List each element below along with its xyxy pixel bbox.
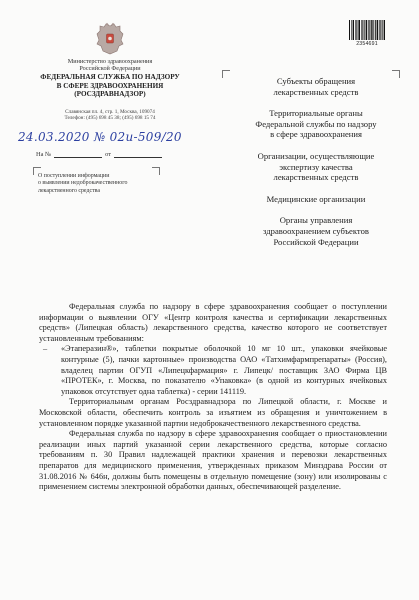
agency-line: ФЕДЕРАЛЬНАЯ СЛУЖБА ПО НАДЗОРУ bbox=[40, 73, 180, 81]
recipient-line: экспертизу качества bbox=[279, 161, 353, 172]
reference-line bbox=[36, 151, 165, 158]
recipient-line: Федеральной службы по надзору bbox=[255, 118, 377, 129]
recipient-line: здравоохранением субъектов bbox=[263, 225, 369, 236]
ref-blank bbox=[54, 157, 102, 158]
recipient bbox=[236, 76, 396, 97]
coat-of-arms-icon bbox=[94, 22, 126, 56]
ref-label: На № bbox=[36, 151, 52, 158]
body-paragraph: Федеральная служба по надзору в сфере здравоохранения сообщает о поступлении информации о выявлении ОГУ «Центр контроля качества и сертификации лекарственных средств» (Липецкая область) лекарственного средства, качество которого не соответствует установленным требованиям: bbox=[39, 302, 387, 343]
recipient-line: лекарственных средств bbox=[273, 172, 359, 183]
letter-subject bbox=[38, 173, 158, 195]
agency-name bbox=[30, 73, 190, 99]
subject-line: о выявлении недоброкачественного bbox=[38, 180, 128, 187]
body-list-item bbox=[39, 344, 387, 397]
list-item-text: «Этаперазин®», таблетки покрытые оболочкой 10 мг 10 шт., упаковки ячейковые контурные (5), пачки картонные» производства ОАО «Татхимфармпрепараты» (Россия), владелец партии ОГУП «Липецкфармация» г. Липецк/ поставщик ЗАО Фирма ЦВ «ПРОТЕК», г. Москва, по показателю «Упаковка» (в одной из контурных ячейковых упаковок отсутствует одна таблетка) - серии 141119. bbox=[61, 344, 387, 396]
list-dash: – bbox=[43, 344, 48, 354]
corner-mark bbox=[222, 70, 230, 78]
recipient bbox=[236, 108, 396, 140]
recipient bbox=[236, 215, 396, 247]
recipients-block bbox=[236, 76, 396, 258]
handwritten-date-number: 24.03.2020 № 02и-509/20 bbox=[18, 130, 182, 144]
address-line: Славянская пл. 4, стр. 1, Москва, 109074 bbox=[65, 109, 155, 115]
ministry-line: Российской Федерации bbox=[79, 65, 141, 73]
barcode-icon bbox=[349, 20, 385, 40]
recipient-line: Российской Федерации bbox=[273, 236, 359, 247]
ref-from-label: от bbox=[105, 151, 112, 158]
recipient-line: Медицинские организации bbox=[266, 193, 366, 204]
recipient-line: Органы управления bbox=[279, 215, 353, 226]
barcode-number: 2354691 bbox=[356, 41, 378, 47]
subject-line: лекарственного средства bbox=[38, 187, 100, 194]
subject-line: О поступлении информации bbox=[38, 173, 110, 179]
letter-body bbox=[39, 302, 387, 493]
agency-line: В СФЕРЕ ЗДРАВООХРАНЕНИЯ bbox=[56, 81, 164, 90]
body-paragraph: Территориальным органам Росздравнадзора по Липецкой области, г. Москве и Московской области, обеспечить контроль за изъятием из обращения и уничтожением в установленном порядке указанной партии недоброкачественного лекарственного средства. bbox=[39, 397, 387, 428]
recipient bbox=[236, 194, 396, 205]
recipient-line: Субъекты обращения bbox=[276, 76, 356, 86]
agency-line: (РОСЗДРАВНАДЗОР) bbox=[74, 90, 146, 99]
ref-date-blank bbox=[114, 157, 162, 158]
ministry-line: Министерство здравоохранения bbox=[67, 58, 153, 65]
agency-address bbox=[40, 109, 180, 122]
recipient-line: в сфере здравоохранения bbox=[270, 129, 362, 140]
recipient-line: лекарственных средств bbox=[273, 86, 359, 97]
phone-line: Телефон: (495) 698 45 38; (495) 698 15 74 bbox=[64, 115, 156, 122]
recipient-line: Организации, осуществляющие bbox=[257, 150, 375, 161]
body-paragraph: Федеральная служба по надзору в сфере здравоохранения сообщает о приостановлении реализации иных партий указанной серии лекарственного средства, которые согласно требованиям п. 30 Правил надлежащей практики хранения и перевозки лекарственных препаратов для медицинского применения, утвержденных приказом Минздрава России от 31.08.2016 № 646н, должны быть помещены в отдельную помещение (зону) или изолированы с применением системы электронной обработки данных, обеспечивающей разделение. bbox=[39, 429, 387, 492]
ministry-name bbox=[40, 58, 180, 73]
recipient bbox=[236, 151, 396, 183]
recipient-line: Территориальные органы bbox=[269, 108, 363, 119]
